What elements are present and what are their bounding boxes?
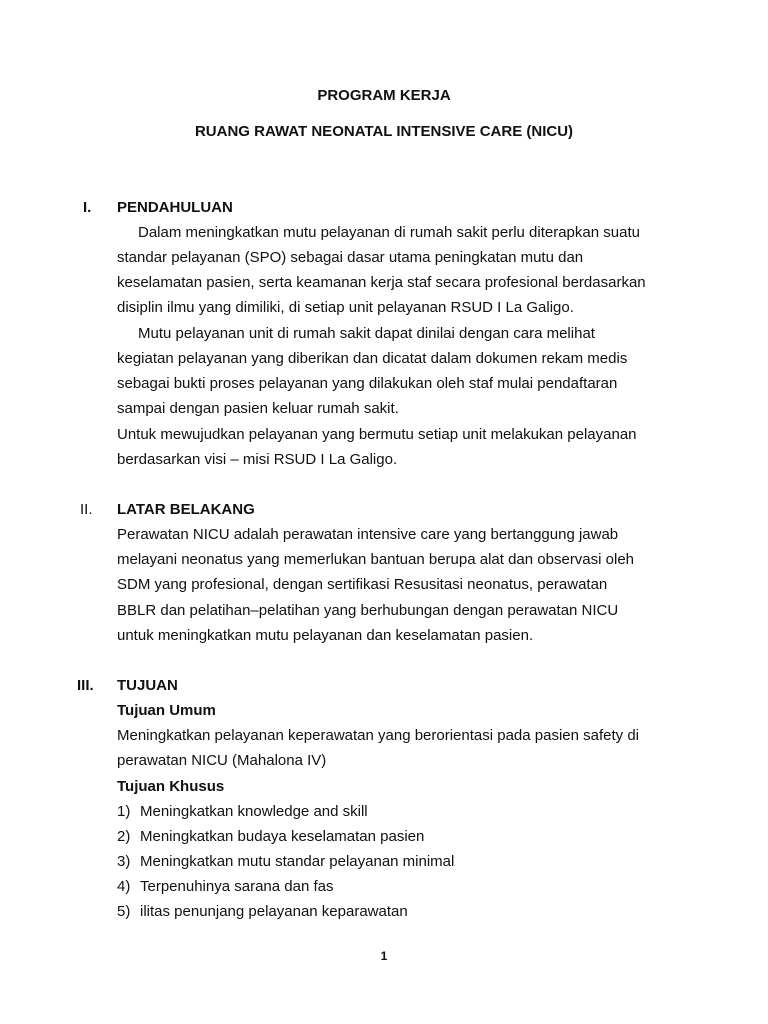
paragraph-line: Untuk mewujudkan pelayanan yang bermutu setiap unit melakukan pelayanan	[117, 426, 637, 443]
subsection-heading-khusus: Tujuan Khusus	[117, 778, 225, 795]
section-number: I.	[83, 199, 92, 216]
list-item: Meningkatkan budaya keselamatan pasien	[140, 828, 425, 845]
list-item-number: 2)	[117, 828, 131, 845]
list-item: Terpenuhinya sarana dan fas	[140, 878, 334, 895]
paragraph-line: Perawatan NICU adalah perawatan intensive care yang bertanggung jawab	[117, 526, 619, 543]
list-item: Meningkatkan knowledge and skill	[140, 803, 368, 820]
paragraph-line: untuk meningkatkan mutu pelayanan dan keselamatan pasien.	[117, 627, 534, 644]
list-item-number: 1)	[117, 803, 131, 820]
section-number: III.	[77, 677, 94, 694]
list-item-number: 5)	[117, 903, 131, 920]
paragraph-line: kegiatan pelayanan yang diberikan dan dicatat dalam dokumen rekam medis	[117, 350, 628, 367]
list-item-number: 3)	[117, 853, 131, 870]
paragraph-line: disiplin ilmu yang dimiliki, di setiap unit pelayanan RSUD I La Galigo.	[117, 299, 574, 316]
paragraph-line: sampai dengan pasien keluar rumah sakit.	[117, 400, 399, 417]
paragraph-line: BBLR dan pelatihan–pelatihan yang berhubungan dengan perawatan NICU	[117, 602, 619, 619]
document-subtitle: RUANG RAWAT NEONATAL INTENSIVE CARE (NICU)	[194, 123, 574, 140]
paragraph-line: Dalam meningkatkan mutu pelayanan di rumah sakit perlu diterapkan suatu	[138, 224, 640, 241]
section-heading: PENDAHULUAN	[117, 199, 233, 216]
paragraph-line: Mutu pelayanan unit di rumah sakit dapat dinilai dengan cara melihat	[138, 325, 595, 342]
paragraph-line: Meningkatkan pelayanan keperawatan yang berorientasi pada pasien safety di	[117, 727, 640, 744]
paragraph-line: perawatan NICU (Mahalona IV)	[117, 752, 327, 769]
list-item-number: 4)	[117, 878, 131, 895]
paragraph-line: sebagai bukti proses pelayanan yang dilakukan oleh staf mulai pendaftaran	[117, 375, 618, 392]
list-item: ilitas penunjang pelayanan keparawatan	[140, 903, 408, 920]
section-heading: LATAR BELAKANG	[117, 501, 255, 518]
paragraph-line: standar pelayanan (SPO) sebagai dasar utama peningkatan mutu dan	[117, 249, 584, 266]
list-item: Meningkatkan mutu standar pelayanan minimal	[140, 853, 455, 870]
section-heading: TUJUAN	[117, 677, 178, 694]
paragraph-line: keselamatan pasien, serta keamanan kerja staf secara profesional berdasarkan	[117, 274, 646, 291]
document-title: PROGRAM KERJA	[317, 87, 451, 104]
subsection-heading-umum: Tujuan Umum	[117, 702, 216, 719]
paragraph-line: SDM yang profesional, dengan sertifikasi Resusitasi neonatus, perawatan	[117, 576, 608, 593]
page-number: 1	[380, 949, 388, 963]
paragraph-line: berdasarkan visi – misi RSUD I La Galigo.	[117, 451, 398, 468]
paragraph-line: melayani neonatus yang memerlukan bantuan berupa alat dan observasi oleh	[117, 551, 635, 568]
section-number: II.	[80, 501, 93, 518]
